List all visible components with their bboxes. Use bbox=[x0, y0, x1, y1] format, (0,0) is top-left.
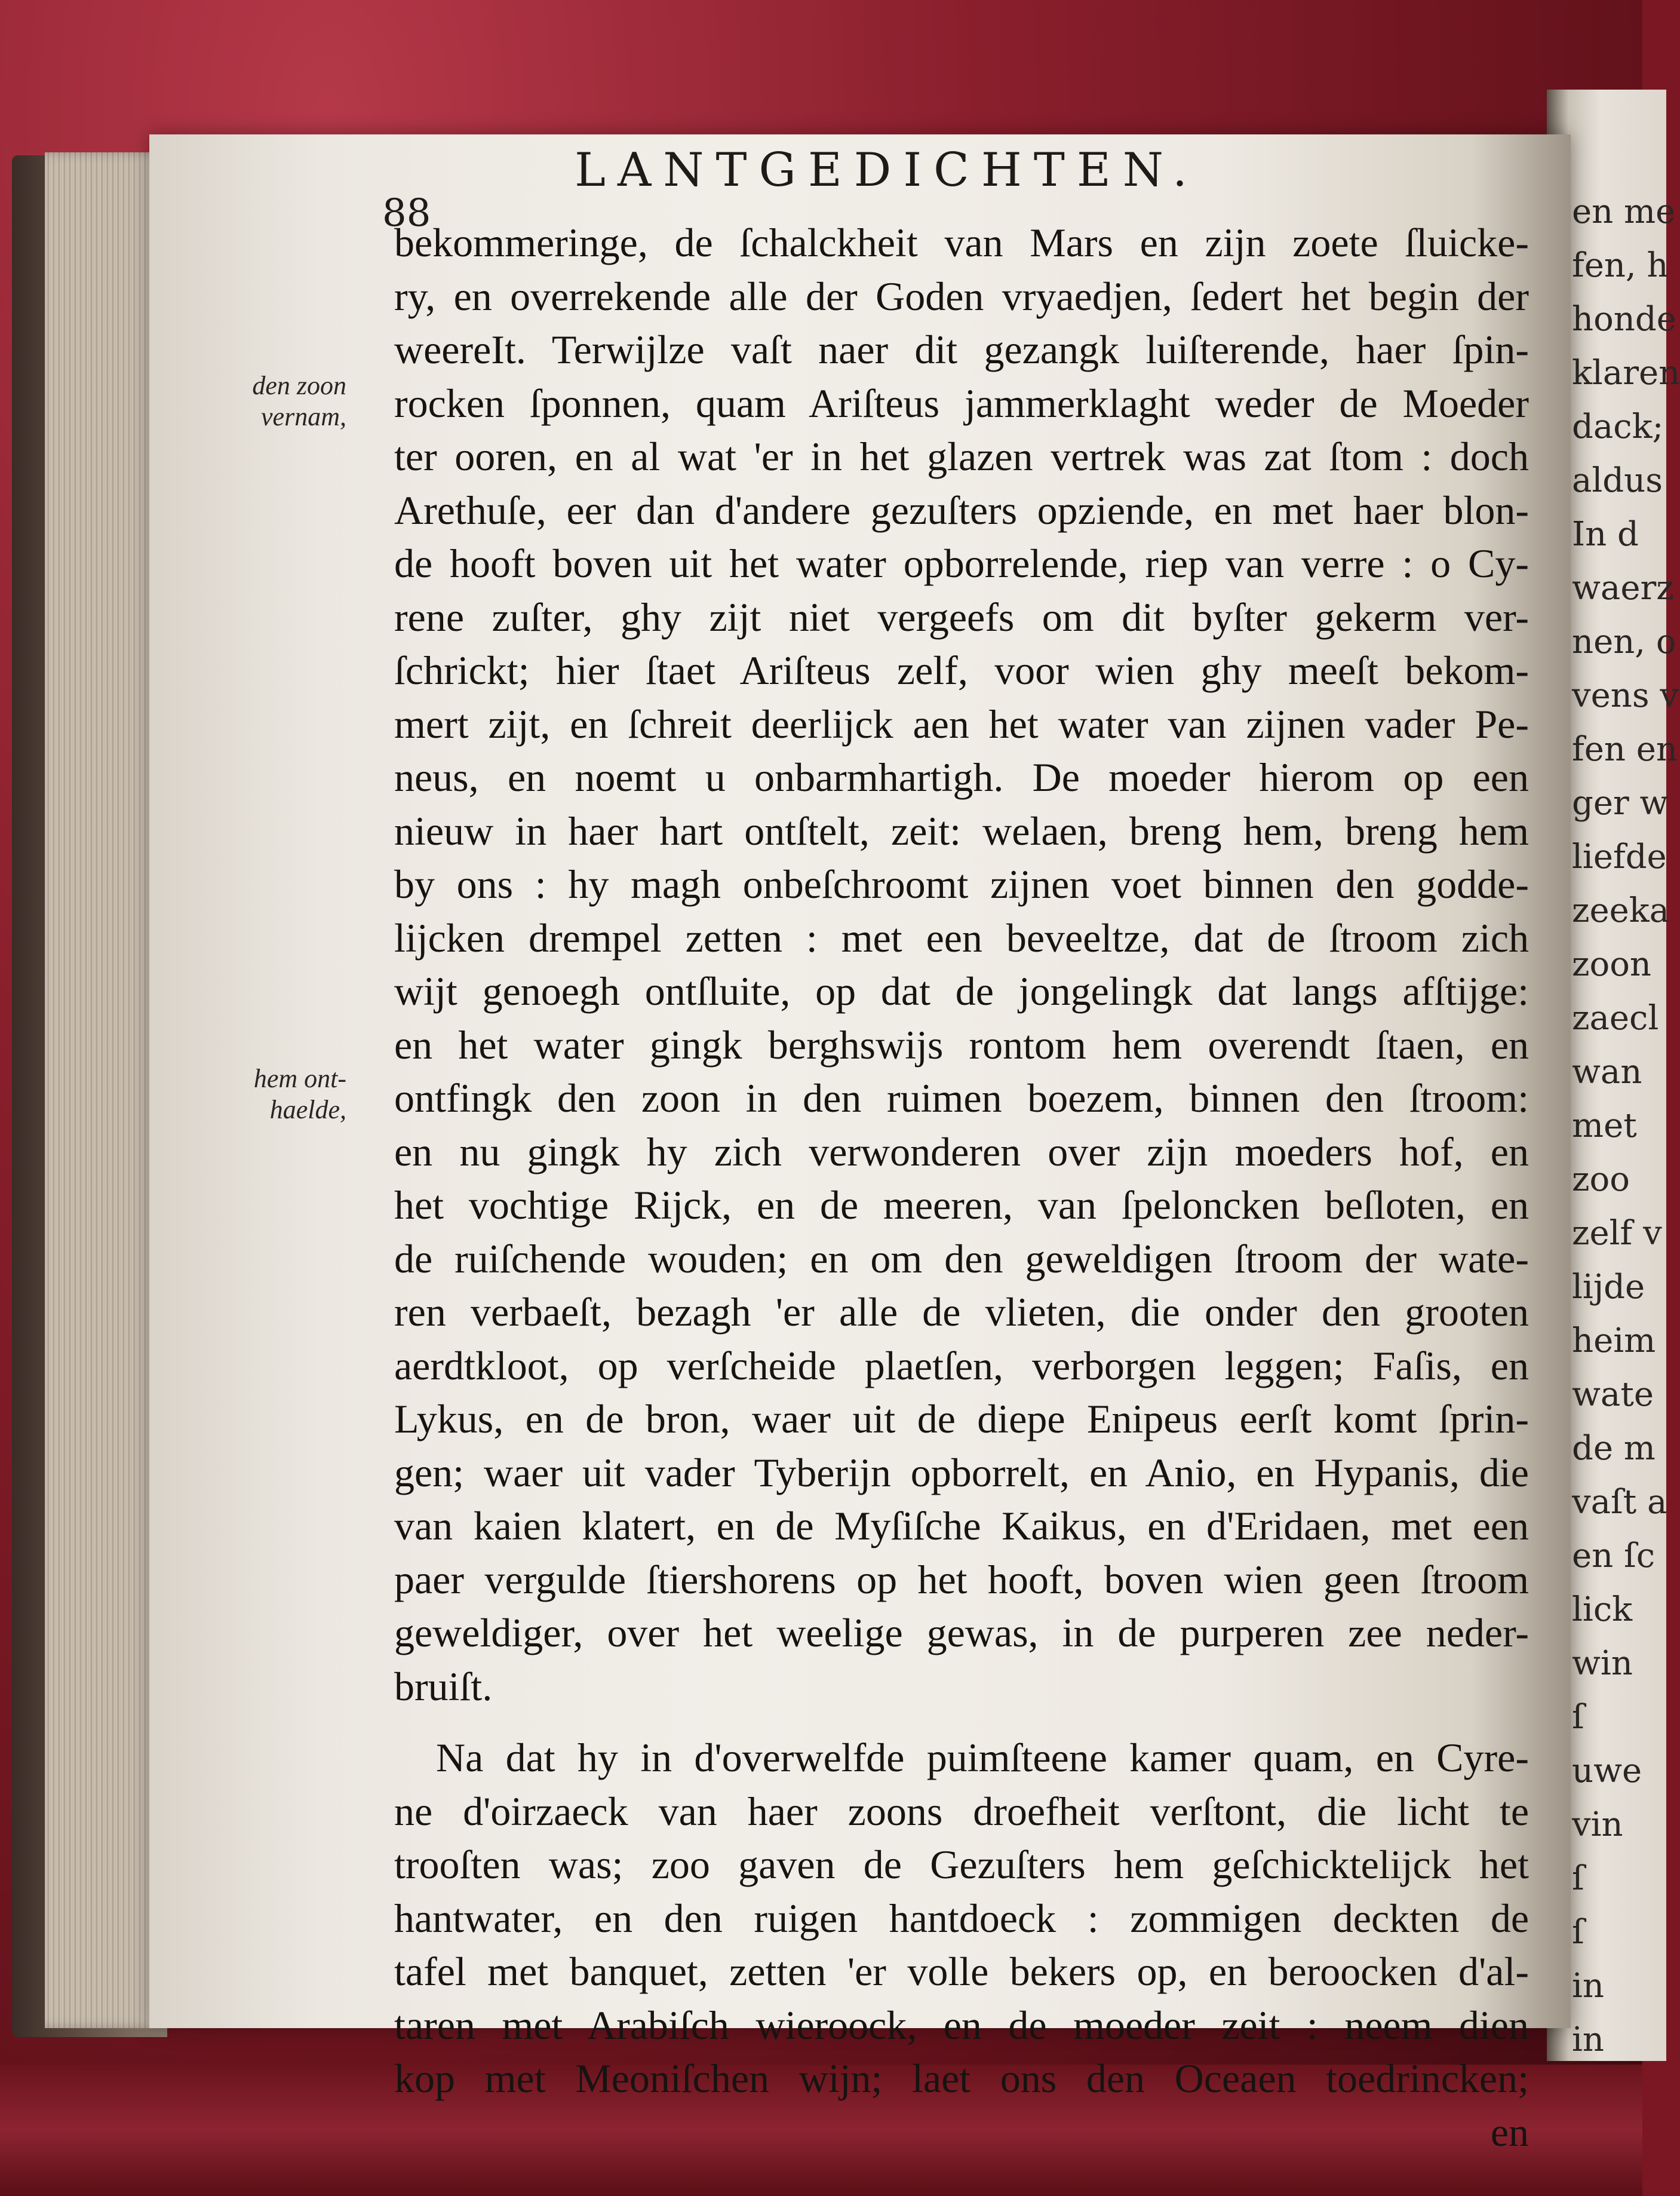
facing-page-fragment: wate bbox=[1572, 1375, 1654, 1414]
text-line: Lykus, en de bron, waer uit de diepe Enipeus eerſt komt ſprin- bbox=[394, 1396, 1529, 1441]
facing-page-fragment: uwe bbox=[1572, 1752, 1642, 1790]
text-line: mert zijt, en ſchreit deerlijck aen het water van zijnen vader Pe- bbox=[394, 701, 1529, 747]
facing-page-fragment: heim bbox=[1572, 1321, 1656, 1360]
margin-note bbox=[215, 370, 346, 433]
text-line: ſchrickt; hier ſtaet Ariſteus zelf, voor wien ghy meeſt bekom- bbox=[394, 648, 1529, 693]
margin-note-text: hem ont- haelde, bbox=[253, 1064, 346, 1124]
text-line: bruiſt. bbox=[394, 1663, 493, 1709]
facing-page-fragment: fen, h bbox=[1572, 246, 1669, 285]
facing-page-fragment: en ſc bbox=[1572, 1536, 1656, 1575]
facing-page-fragment: en me bbox=[1572, 192, 1676, 231]
text-line: geweldiger, over het weelige gewas, in de purperen zee neder- bbox=[394, 1610, 1529, 1655]
page-number: 88 bbox=[382, 191, 431, 235]
facing-page-fragment: in bbox=[1572, 1967, 1604, 2005]
facing-page-fragment: ſ bbox=[1572, 1859, 1584, 1898]
facing-page-fragment: aldus bbox=[1572, 461, 1663, 500]
facing-page-fragment: dack; bbox=[1572, 407, 1664, 446]
text-line: nieuw in haer hart ontſtelt, zeit: welaen, breng hem, breng hem bbox=[394, 808, 1529, 854]
text-line: kop met Meoniſchen wijn; laet ons den Oceaen toedrincken; bbox=[394, 2056, 1529, 2101]
facing-page-fragment: nen, o bbox=[1572, 622, 1676, 661]
facing-page-text bbox=[1572, 185, 1680, 2067]
text-line: neus, en noemt u onbarmhartigh. De moeder hierom op een bbox=[394, 755, 1529, 800]
facing-page-fragment: zoo bbox=[1572, 1160, 1630, 1199]
text-line: weereIt. Terwijlze vaſt naer dit gezangk luiſterende, haer ſpin- bbox=[394, 327, 1529, 372]
text-line: ne d'oirzaeck van haer zoons droefheit verſtont, die licht te bbox=[394, 1788, 1529, 1834]
text-line: rene zuſter, ghy zijt niet vergeefs om dit byſter gekerm ver- bbox=[394, 594, 1529, 640]
facing-page-fragment: vin bbox=[1572, 1805, 1623, 1844]
facing-page-fragment: zelf v bbox=[1572, 1214, 1662, 1253]
text-line: en bbox=[1490, 2109, 1529, 2155]
text-line: paer vergulde ſtiershorens op het hooft, boven wien geen ſtroom bbox=[394, 1556, 1529, 1602]
margin-note bbox=[215, 1063, 346, 1125]
text-line: het vochtige Rijck, en de meeren, van ſpeloncken beſloten, en bbox=[394, 1182, 1529, 1228]
text-line: taren met Arabiſch wieroock, en de moeder zeit : neem dien bbox=[394, 2002, 1529, 2048]
text-line: Arethuſe, eer dan d'andere gezuſters opziende, en met haer blon- bbox=[394, 487, 1529, 533]
facing-page-fragment: met bbox=[1572, 1106, 1637, 1145]
text-line: ry, en overrekende alle der Goden vryaedjen, ſedert het begin der bbox=[394, 273, 1529, 319]
facing-page-fragment: zaecl bbox=[1572, 999, 1659, 1038]
text-line: de hooft boven uit het water opborrelende, riep van verre : o Cy- bbox=[394, 541, 1529, 586]
body-text bbox=[394, 216, 1529, 2159]
text-line: rocken ſponnen, quam Ariſteus jammerklaght weder de Moeder bbox=[394, 380, 1529, 426]
text-line: tafel met banquet, zetten 'er volle bekers op, en beroocken d'al- bbox=[394, 1949, 1529, 1994]
text-line: van kaien klatert, en de Myſiſche Kaikus, en d'Eridaen, met een bbox=[394, 1503, 1529, 1548]
facing-page-fragment: zeeka bbox=[1572, 891, 1670, 930]
facing-page-fragment: lick bbox=[1572, 1590, 1633, 1629]
text-line: bekommeringe, de ſchalckheit van Mars en zijn zoete ſluicke- bbox=[394, 220, 1529, 265]
facing-page-fragment: ger w bbox=[1572, 784, 1669, 823]
facing-page-fragment: ſ bbox=[1572, 1913, 1584, 1952]
facing-page-fragment: vens v bbox=[1572, 676, 1679, 715]
facing-page-fragment: vaſt a bbox=[1572, 1483, 1667, 1522]
margin-note-text: den zoon vernam, bbox=[252, 371, 346, 431]
facing-page-fragment: win bbox=[1572, 1644, 1633, 1683]
text-line: de ruiſchende wouden; en om den geweldigen ſtroom der wate- bbox=[394, 1235, 1529, 1281]
text-line: en het water gingk berghswijs rontom hem overendt ſtaen, en bbox=[394, 1022, 1529, 1068]
facing-page-fragment: de m bbox=[1572, 1429, 1656, 1468]
text-line: hantwater, en den ruigen hantdoeck : zommigen deckten de bbox=[394, 1895, 1529, 1941]
text-line: wijt genoegh ontſluite, op dat de jongelingk dat langs afſtijge: bbox=[394, 968, 1529, 1014]
text-line: by ons : hy magh onbeſchroomt zijnen voet binnen den godde- bbox=[394, 861, 1529, 907]
facing-page-fragment: fen en bbox=[1572, 730, 1678, 769]
facing-page-fragment: klaren bbox=[1572, 354, 1680, 392]
text-line: ontfingk den zoon in den ruimen boezem, binnen den ſtroom: bbox=[394, 1075, 1529, 1121]
facing-page-fragment: lijde bbox=[1572, 1268, 1645, 1306]
facing-page-fragment: honde bbox=[1572, 300, 1676, 339]
text-line: ter ooren, en al wat 'er in het glazen vertrek was zat ſtom : doch bbox=[394, 434, 1529, 479]
facing-page-fragment: zoon bbox=[1572, 945, 1651, 984]
text-line: Na dat hy in d'overwelfde puimſteene kamer quam, en Cyre- bbox=[436, 1735, 1529, 1780]
facing-page-fragment: in bbox=[1572, 2020, 1604, 2059]
facing-page-fragment: ſ bbox=[1572, 1698, 1584, 1737]
text-line: lijcken drempel zetten : met een beveeltze, dat de ſtroom zich bbox=[394, 915, 1529, 961]
text-line: aerdtkloot, op verſcheide plaetſen, verborgen leggen; Faſis, en bbox=[394, 1342, 1529, 1388]
text-line: gen; waer uit vader Tyberijn opborrelt, en Anio, en Hypanis, die bbox=[394, 1449, 1529, 1495]
running-head: LANTGEDICHTEN. bbox=[575, 143, 1199, 197]
facing-page-fragment: waerz bbox=[1572, 569, 1674, 608]
paragraph-gap bbox=[394, 1713, 1529, 1731]
facing-page-fragment: liefde bbox=[1572, 838, 1667, 876]
facing-page-fragment: In d bbox=[1572, 515, 1639, 554]
text-line: ren verbaeſt, bezagh 'er alle de vlieten, die onder den grooten bbox=[394, 1289, 1529, 1335]
facing-page-fragment: wan bbox=[1572, 1053, 1642, 1091]
text-line: trooſten was; zoo gaven de Gezuſters hem geſchicktelijck het bbox=[394, 1842, 1529, 1887]
text-line: en nu gingk hy zich verwonderen over zijn moeders hof, en bbox=[394, 1128, 1529, 1174]
